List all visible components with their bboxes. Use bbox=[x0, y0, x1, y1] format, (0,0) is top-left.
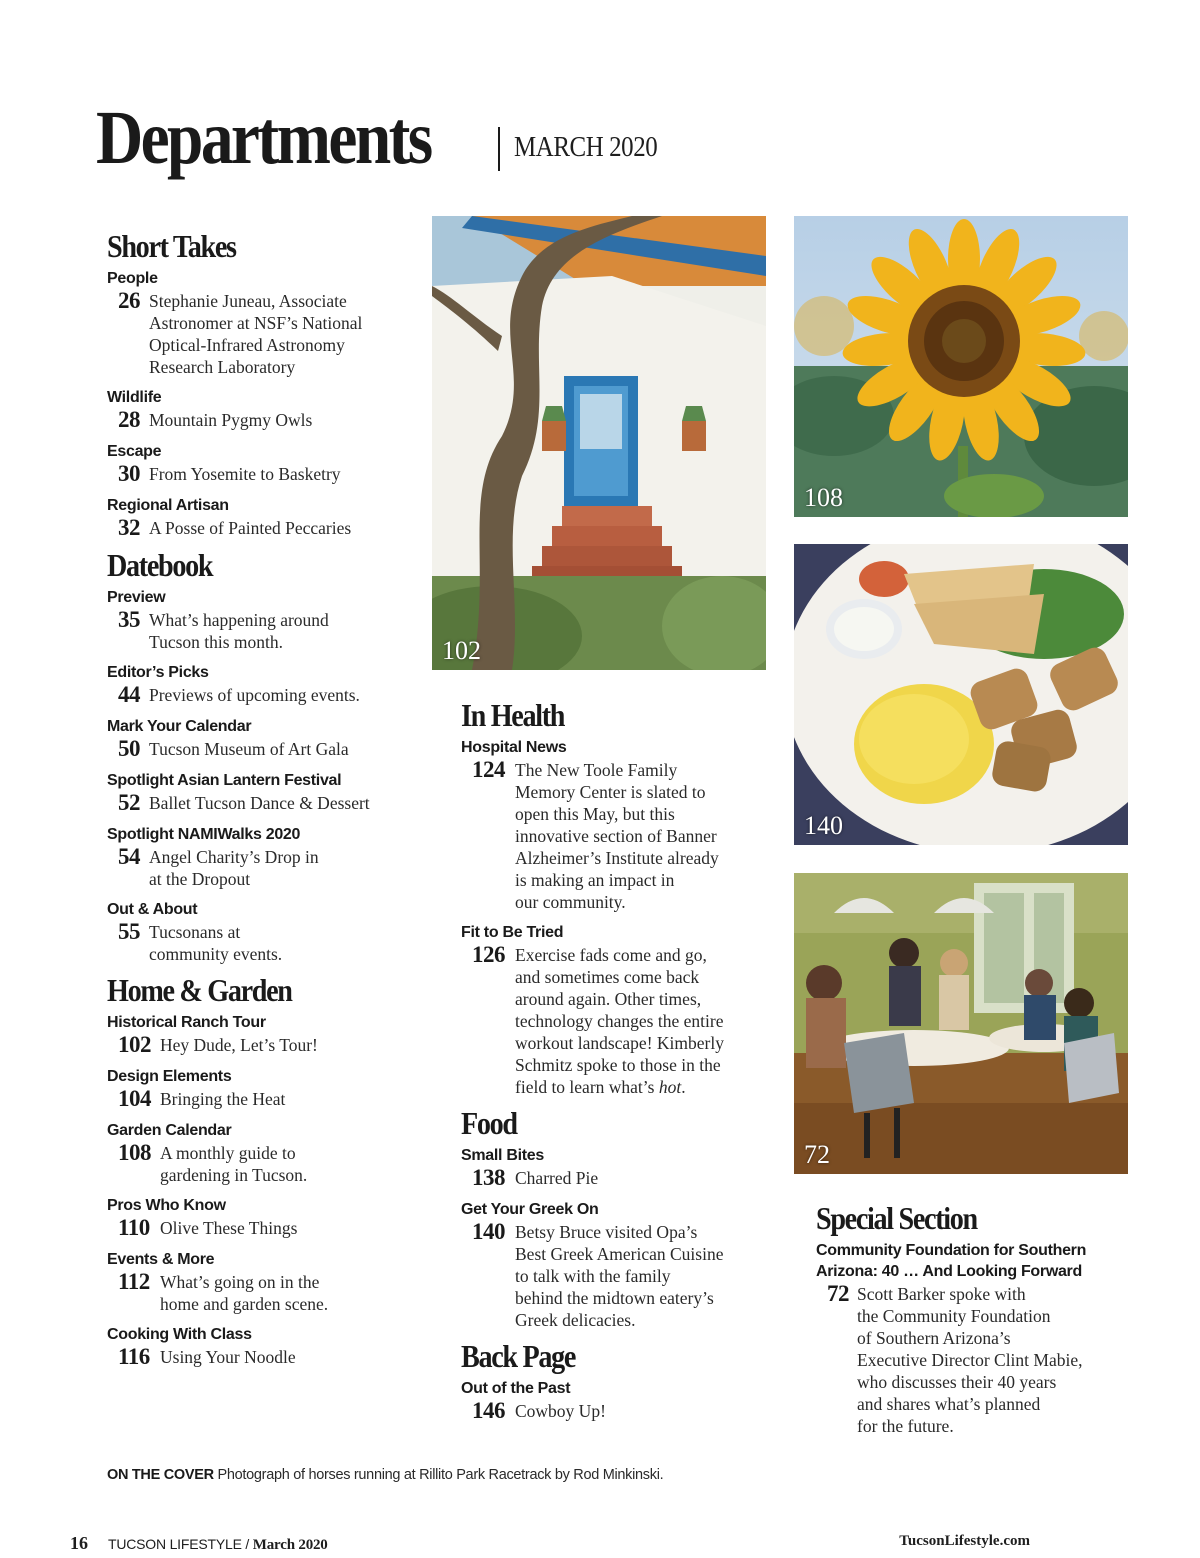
entry-description: Cowboy Up! bbox=[515, 1401, 606, 1421]
page-number: 54 bbox=[118, 844, 140, 869]
entry-description: Ballet Tucson Dance & Dessert bbox=[149, 793, 370, 813]
toc-entry[interactable] bbox=[107, 1324, 407, 1369]
entry-category: Small Bites bbox=[461, 1147, 544, 1164]
entry-description: The New Toole Family Memory Center is slated to open this May, but this innovative section of Banner Alzheimer’s Institute already is making an impact in our community. bbox=[515, 760, 719, 912]
toc-entry[interactable] bbox=[107, 1066, 407, 1111]
entry-category-line-2: Arizona: 40 … And Looking Forward bbox=[816, 1263, 1082, 1280]
entry-category: Mark Your Calendar bbox=[107, 718, 252, 735]
photo-page-number: 102 bbox=[442, 636, 481, 665]
entry-description: Betsy Bruce visited Opa’s Best Greek American Cuisine to talk with the family behind the midtown eatery’s Greek delicacies. bbox=[515, 1222, 724, 1330]
entry-description: What’s happening around Tucson this month. bbox=[149, 610, 329, 652]
entry-description: Stephanie Juneau, Associate Astronomer at NSF’s National Optical-Infrared Astronomy Research Laboratory bbox=[149, 291, 363, 377]
food-image bbox=[794, 544, 1128, 845]
entry-category: Pros Who Know bbox=[107, 1197, 226, 1214]
photo-page-number: 140 bbox=[804, 811, 843, 840]
page-number: 146 bbox=[472, 1398, 505, 1423]
cover-credit bbox=[107, 1467, 663, 1483]
entry-description: Scott Barker spoke with the Community Foundation of Southern Arizona’s Executive Director Clint Mabie, who discusses their 40 years and shares what’s planned for the future. bbox=[857, 1284, 1083, 1436]
entry-category: Events & More bbox=[107, 1251, 215, 1268]
toc-entry[interactable] bbox=[461, 737, 761, 913]
middle-column bbox=[461, 699, 761, 1432]
page-number: 55 bbox=[118, 919, 140, 944]
page-number: 102 bbox=[118, 1032, 151, 1057]
page-number: 44 bbox=[118, 682, 140, 707]
section-heading-short-takes: Short Takes bbox=[107, 228, 236, 264]
entry-category: Fit to Be Tried bbox=[461, 924, 564, 941]
entry-category: People bbox=[107, 270, 158, 287]
cover-text: Photograph of horses running at Rillito Park Racetrack by Rod Minkinski. bbox=[213, 1467, 664, 1483]
toc-entry[interactable] bbox=[107, 770, 407, 815]
page-number: 124 bbox=[472, 757, 505, 782]
page-folio: 16 bbox=[70, 1533, 88, 1553]
toc-entry[interactable] bbox=[107, 441, 407, 486]
entry-category: Escape bbox=[107, 443, 162, 460]
toc-entry[interactable] bbox=[816, 1240, 1136, 1437]
entry-category: Spotlight Asian Lantern Festival bbox=[107, 772, 342, 789]
entry-description: Charred Pie bbox=[515, 1168, 599, 1188]
left-column bbox=[107, 230, 407, 1378]
section-heading-home-garden: Home & Garden bbox=[107, 972, 292, 1008]
page-number: 138 bbox=[472, 1165, 505, 1190]
page-number: 104 bbox=[118, 1086, 151, 1111]
entry-description: A Posse of Painted Peccaries bbox=[149, 518, 352, 538]
page-number: 35 bbox=[118, 607, 140, 632]
photo-page-number: 72 bbox=[804, 1140, 830, 1169]
entry-description: Mountain Pygmy Owls bbox=[149, 410, 313, 430]
page-number: 52 bbox=[118, 790, 140, 815]
toc-entry[interactable] bbox=[107, 899, 407, 965]
entry-description: Exercise fads come and go, and sometimes come back around again. Other times, technology changes the entire workout landscape! Kimberly Schmitz spoke to those in the field to learn what’s hot. bbox=[515, 945, 724, 1097]
entry-category: Wildlife bbox=[107, 389, 162, 406]
entry-description: What’s going on in the home and garden scene. bbox=[160, 1272, 329, 1314]
entry-category: Historical Ranch Tour bbox=[107, 1014, 266, 1031]
entry-category: Cooking With Class bbox=[107, 1326, 252, 1343]
page-number: 140 bbox=[472, 1219, 505, 1244]
page-number: 26 bbox=[118, 288, 140, 313]
meeting-image bbox=[794, 873, 1128, 1174]
page-number: 32 bbox=[118, 515, 140, 540]
house-photo[interactable] bbox=[432, 216, 766, 670]
website-link[interactable]: TucsonLifestyle.com bbox=[899, 1533, 1030, 1549]
toc-entry[interactable] bbox=[107, 1195, 407, 1240]
entry-description: From Yosemite to Basketry bbox=[149, 464, 341, 484]
entry-category: Community Foundation for Southern bbox=[816, 1242, 1087, 1259]
toc-entry[interactable] bbox=[461, 922, 761, 1098]
sunflower-photo[interactable] bbox=[794, 216, 1128, 517]
meeting-photo[interactable] bbox=[794, 873, 1128, 1174]
entry-category: Hospital News bbox=[461, 739, 567, 756]
entry-category: Editor’s Picks bbox=[107, 664, 209, 681]
page-number: 28 bbox=[118, 407, 140, 432]
entry-category: Out of the Past bbox=[461, 1380, 571, 1397]
toc-entry[interactable] bbox=[461, 1378, 761, 1423]
entry-description: Using Your Noodle bbox=[160, 1347, 296, 1367]
entry-description: Tucson Museum of Art Gala bbox=[149, 739, 349, 759]
page-number: 116 bbox=[118, 1344, 150, 1369]
house-image bbox=[432, 216, 766, 670]
section-heading-special-section: Special Section bbox=[816, 1200, 977, 1236]
toc-entry[interactable] bbox=[461, 1145, 761, 1190]
toc-entry[interactable] bbox=[107, 587, 407, 653]
toc-entry[interactable] bbox=[107, 662, 407, 707]
page-number: 112 bbox=[118, 1269, 150, 1294]
section-heading-in-health: In Health bbox=[461, 697, 565, 733]
toc-entry[interactable] bbox=[107, 824, 407, 890]
page-number: 110 bbox=[118, 1215, 150, 1240]
food-photo[interactable] bbox=[794, 544, 1128, 845]
entry-category: Get Your Greek On bbox=[461, 1201, 599, 1218]
page-number: 108 bbox=[118, 1140, 151, 1165]
page-number: 30 bbox=[118, 461, 140, 486]
issue-date: MARCH 2020 bbox=[514, 131, 658, 163]
right-column bbox=[816, 1202, 1136, 1446]
italic-emphasis: hot bbox=[658, 1077, 682, 1097]
toc-entry[interactable] bbox=[107, 268, 407, 378]
cover-label: ON THE COVER bbox=[107, 1467, 214, 1483]
page-number: 72 bbox=[827, 1281, 849, 1306]
sunflower-image bbox=[794, 216, 1128, 517]
toc-entry[interactable] bbox=[107, 387, 407, 432]
toc-entry[interactable] bbox=[107, 495, 407, 540]
page-number: 126 bbox=[472, 942, 505, 967]
entry-category: Out & About bbox=[107, 901, 198, 918]
entry-category: Spotlight NAMIWalks 2020 bbox=[107, 826, 301, 843]
entry-description: Tucsonans at community events. bbox=[149, 922, 283, 964]
photo-page-number: 108 bbox=[804, 483, 843, 512]
toc-entry[interactable] bbox=[107, 1120, 407, 1186]
toc-entry[interactable] bbox=[107, 1249, 407, 1315]
entry-description: Olive These Things bbox=[160, 1218, 298, 1238]
entry-description: Angel Charity’s Drop in at the Dropout bbox=[149, 847, 319, 889]
section-heading-back-page: Back Page bbox=[461, 1338, 576, 1374]
entry-category: Design Elements bbox=[107, 1068, 232, 1085]
toc-entry[interactable] bbox=[107, 1012, 407, 1057]
section-heading-food: Food bbox=[461, 1105, 517, 1141]
entry-description: A monthly guide to gardening in Tucson. bbox=[160, 1143, 308, 1185]
entry-description: Previews of upcoming events. bbox=[149, 685, 360, 705]
entry-description: Bringing the Heat bbox=[160, 1089, 286, 1109]
toc-entry[interactable] bbox=[461, 1199, 761, 1331]
magazine-name: TUCSON LIFESTYLE / March 2020 bbox=[108, 1536, 328, 1553]
entry-category: Regional Artisan bbox=[107, 497, 229, 514]
page-title: Departments bbox=[96, 96, 431, 180]
title-divider bbox=[498, 127, 500, 171]
entry-category: Preview bbox=[107, 589, 166, 606]
section-heading-datebook: Datebook bbox=[107, 547, 213, 583]
toc-entry[interactable] bbox=[107, 716, 407, 761]
issue-date-footer: March 2020 bbox=[252, 1537, 328, 1553]
entry-category: Garden Calendar bbox=[107, 1122, 232, 1139]
entry-description: Hey Dude, Let’s Tour! bbox=[160, 1035, 318, 1055]
page-number: 50 bbox=[118, 736, 140, 761]
